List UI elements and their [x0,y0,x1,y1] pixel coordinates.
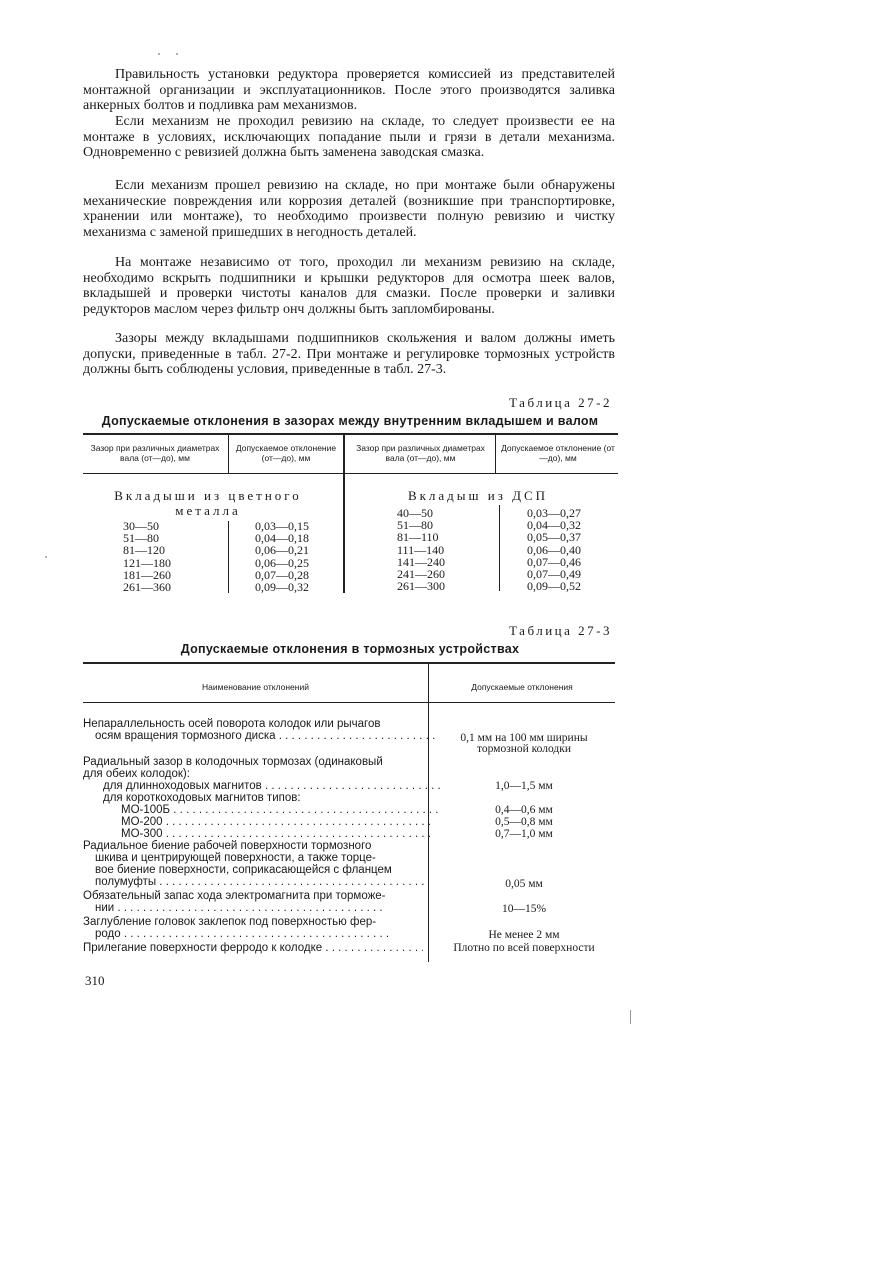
table-row-label: Радиальное биение рабочей поверхности тормозного [83,840,372,852]
paragraph-1: Правильность установки редуктора проверяется комиссией из представителей монтажной организации и эксплуатационников. После этого производятся заливка анкерных болтов и подливка рам механизмов. [83,67,615,114]
table-cell: 121—180 [123,555,171,570]
table-27-2-title: Допускаемые отклонения в зазорах между внутренним вкладышем и валом [101,414,599,428]
column-divider [499,505,500,591]
table-cell: 261—360 [123,579,171,594]
header-deviation-right: Допускаемое отклонение (от—до), мм [501,443,615,463]
table-cell: 0,07—0,49 [527,566,581,581]
table-row-label: МО-200 . . . [83,816,461,828]
scan-speck [45,556,47,558]
table-row-value: 0,05 мм [505,878,543,890]
page-number: 310 [85,973,105,988]
table-row-value: тормозной колодки [476,743,572,755]
paragraph-5: Зазоры между вкладышами подшипников скольжения и валом должны иметь допуски, приведенные в табл. 27-2. При монтаже и регулировке тормозных устройств должны быть соблюдены условия, приведенные в табл. 27-3. [83,331,615,378]
table-cell: 0,06—0,25 [255,555,309,570]
table-row-label: Обязательный запас хода электромагнита при торможе- [83,890,386,902]
paragraph-2: Если механизм не проходил ревизию на складе, то следует произвести ее на монтаже в условиях, исключающих попадание пыли и грязи в детали механизма. Одновременно с ревизией должна быть заменена заводская смазка. [83,114,615,161]
table-27-2-caption: Таблица 27-2 [509,395,612,410]
table-top-rule [83,433,618,435]
table-cell: 30—50 [123,519,159,533]
table-cell: 0,04—0,18 [255,531,309,546]
table-row-value: 0,7—1,0 мм [495,828,553,840]
table-row-label: вое биение поверхности, соприкасающейся с фланцем [95,864,392,876]
scan-speck [158,53,160,55]
table-cell: 0,07—0,46 [527,554,581,569]
table-27-3 [83,662,615,962]
paragraph-4: На монтаже независимо от того, проходил ли механизм ревизию на складе, необходимо вскрыть подшипники и крышки редукторов для осмотра шеек валов, вкладышей и проверки чистоты каналов для смазки. После проверки и заливки редукторов маслом через фильтр онч должны быть запломбированы. [83,255,615,317]
table-row-label: для короткоходовых магнитов типов: [103,792,301,804]
header-allowed-deviation: Допускаемые отклонения [471,682,573,692]
table-row-value: 1,0—1,5 мм [495,780,553,792]
column-divider [228,521,229,593]
table-cell: 51—80 [123,531,159,546]
table-27-3-title: Допускаемые отклонения в тормозных устройствах [180,642,520,656]
section-label-dsp: Вкладыш из ДСП [407,488,549,503]
table-cell: 0,04—0,32 [527,518,581,533]
table-row-label: для длинноходовых магнитов . . . [83,780,443,792]
left-deviation-column [255,520,309,593]
table-row-label: осям вращения тормозного диска . . . [83,730,435,742]
table-cell: 81—120 [123,543,165,558]
table-row-label: нии . . . [83,902,435,914]
column-divider [228,433,229,473]
table-cell: 0,06—0,40 [527,542,581,557]
scan-speck [176,53,178,55]
table-row-value: 10—15% [501,903,547,915]
left-diameter-column [123,520,171,593]
right-deviation-column [527,507,581,592]
table-27-3-caption: Таблица 27-3 [509,623,612,638]
table-cell: 81—110 [397,530,439,545]
table-cell: 0,03—0,27 [527,506,581,520]
scan-speck [630,1010,631,1024]
header-deviation-left: Допускаемое отклонение (от—до), мм [235,443,337,463]
paragraph-3: Если механизм прошел ревизию на складе, но при монтаже были обнаружены механические повреждения или коррозия деталей (возникшие при транспортировке, хранении или монтаже), то необходимо произвести полную ревизию и чистку механизма с заменой пришедших в негодность деталей. [83,178,615,240]
table-cell: 111—140 [397,542,445,557]
table-cell: 261—300 [397,579,445,594]
header-diameter-right: Зазор при различных диаметрах вала (от—до), мм [356,443,485,463]
table-cell: 40—50 [397,506,433,520]
table-row-label: Заглубление головок заклепок под поверхностью фер- [83,916,377,928]
table-row-label: МО-300 . . . [83,828,461,840]
table-row-value: 0,1 мм на 100 мм ширины [460,732,588,744]
table-row-label: шкива и центрирующей поверхности, а также торце- [95,852,376,864]
section-label-colored-metal: Вкладыши из цветного металла [114,488,302,518]
table-row-value: 0,4—0,6 мм [495,804,553,816]
table-cell: 0,09—0,32 [255,579,309,594]
column-divider [343,433,345,593]
table-row-label: родо . . . [83,928,435,940]
table-row-value: Плотно по всей поверхности [453,942,595,954]
header-deviation-name: Наименование отклонений [202,682,309,692]
table-cell: 0,03—0,15 [255,519,309,533]
table-row-label: МО-100Б . . . [83,804,461,816]
table-header-rule [83,702,615,703]
table-row-label: Радиальный зазор в колодочных тормозах (одинаковый [83,756,383,768]
column-divider [495,433,496,473]
table-top-rule [83,662,615,664]
header-diameter-left: Зазор при различных диаметрах вала (от—до), мм [90,443,220,463]
table-row-value: Не менее 2 мм [488,929,560,941]
table-header-rule [83,473,618,474]
table-row-label: Непараллельность осей поворота колодок или рычагов [83,718,381,730]
table-cell: 0,07—0,28 [255,567,309,582]
table-cell: 141—240 [397,554,445,569]
table-row-label: полумуфты . . . [83,876,435,888]
table-row-label: для обеих колодок): [83,768,190,780]
table-row-label: Прилегание поверхности ферродо к колодке . . . [83,942,423,954]
table-cell: 181—260 [123,567,171,582]
table-cell: 51—80 [397,518,433,533]
table-cell: 241—260 [397,566,445,581]
table-cell: 0,06—0,21 [255,543,309,558]
table-cell: 0,09—0,52 [527,579,581,594]
right-diameter-column [397,507,445,592]
table-27-2 [83,433,618,603]
table-row-value: 0,5—0,8 мм [495,816,553,828]
table-cell: 0,05—0,37 [527,530,581,545]
